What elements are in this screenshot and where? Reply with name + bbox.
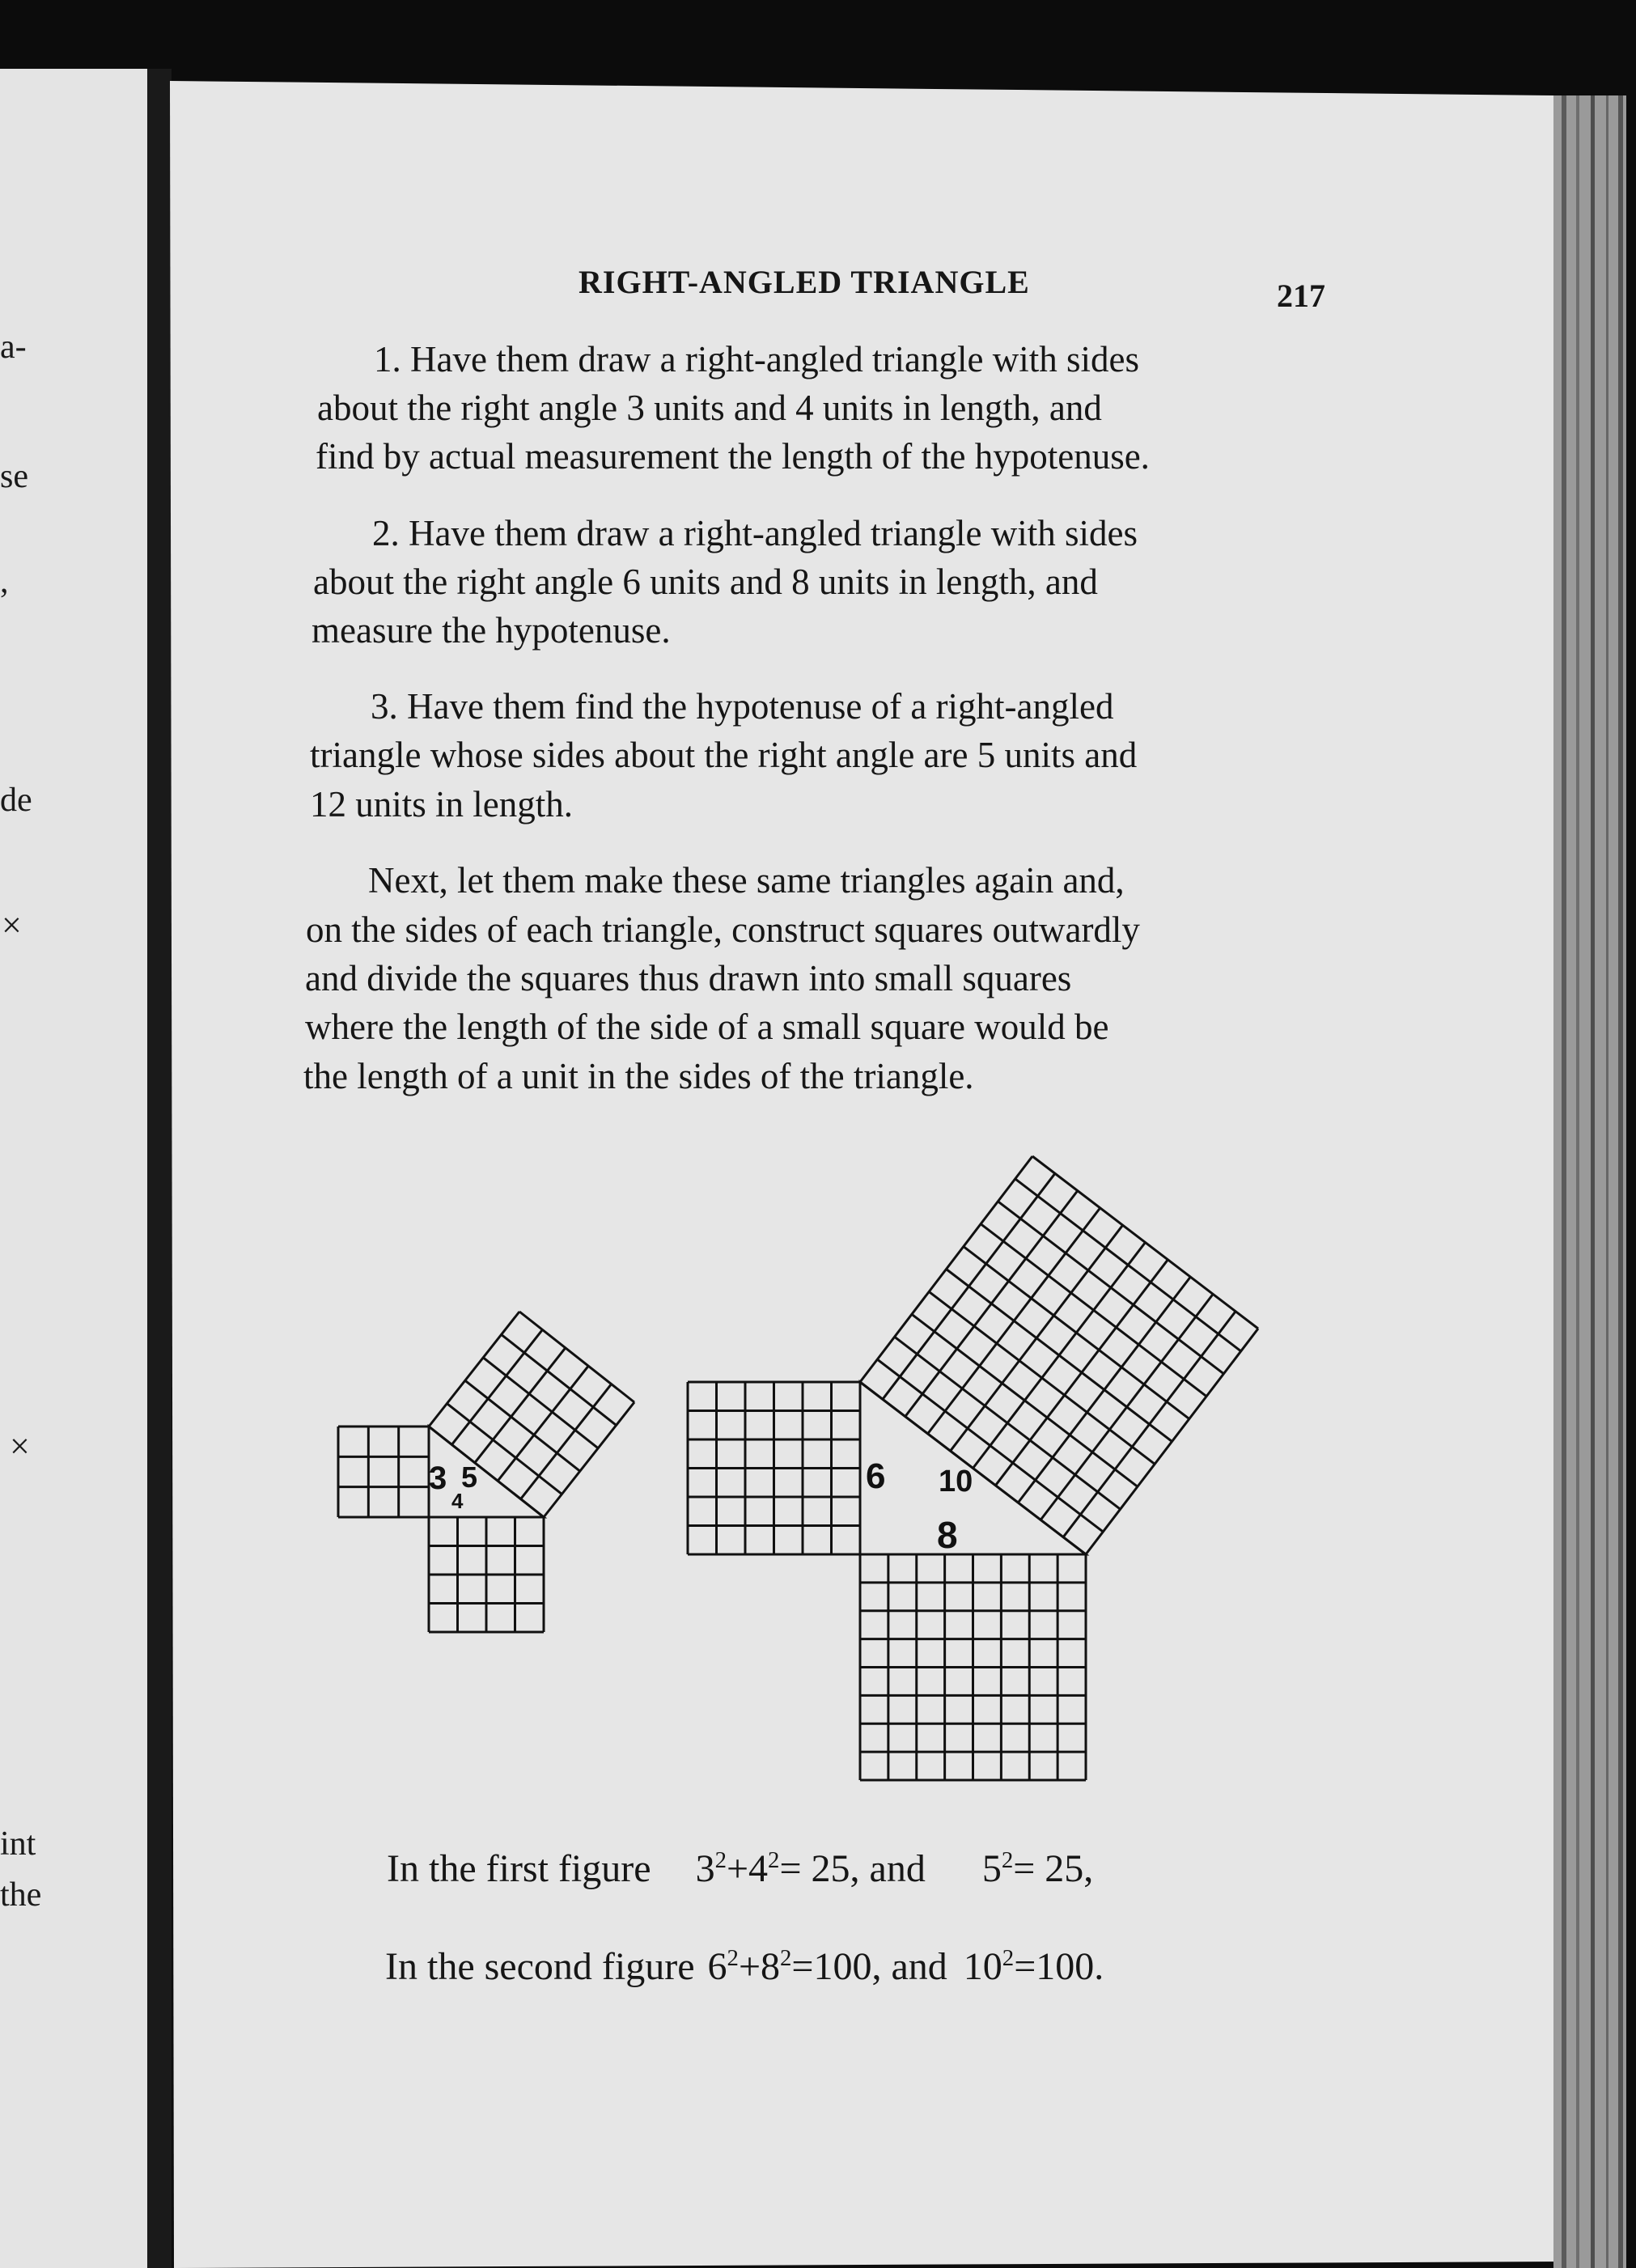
caption-second-exp: 2: [727, 1945, 739, 1971]
grid-line: [1032, 1156, 1258, 1329]
left-page-fragment: a-: [0, 329, 27, 366]
caption-second-term: 10: [963, 1945, 1002, 1988]
grid-line: [981, 1224, 1206, 1397]
caption-second-term: +8: [738, 1945, 781, 1988]
grid-line: [521, 1384, 612, 1499]
grid-line: [1041, 1294, 1213, 1520]
caption-first-exp: 2: [714, 1847, 727, 1873]
figure-2-6-8-10: [688, 1156, 1258, 1780]
paragraph-2-line: 2. Have them draw a right-angled triangle with sides: [372, 513, 1138, 553]
paragraph-4-line: where the length of the side of a small square would be: [305, 1007, 1109, 1047]
caption-second-term: =100.: [1014, 1945, 1104, 1988]
paragraph-4-line: Next, let them make these same triangles again and,: [368, 860, 1125, 901]
square-6x6: [688, 1382, 860, 1554]
grid-line: [475, 1348, 566, 1463]
paragraph-1-line: about the right angle 3 units and 4 units in length, and: [317, 388, 1102, 428]
caption-first-term: 5: [981, 1847, 1002, 1890]
caption-second-exp: 2: [780, 1945, 792, 1971]
grid-line: [947, 1270, 1172, 1442]
paragraph-3-line: triangle whose sides about the right angle are 5 units and: [310, 735, 1138, 775]
figure-1-label-b: 4: [451, 1489, 464, 1513]
caption-second-term: =100, and: [791, 1945, 947, 1988]
caption-first-term: = 25,: [1013, 1847, 1094, 1890]
paragraph-4-line: and divide the squares thus drawn into small squares: [305, 958, 1072, 998]
paragraph-2-line: measure the hypotenuse.: [312, 610, 671, 651]
paragraph-3-line: 3. Have them find the hypotenuse of a right-angled: [371, 686, 1114, 727]
grid-line: [1015, 1179, 1241, 1351]
left-page-fragment: ,: [0, 563, 9, 600]
figure-2-label-b: 8: [937, 1514, 958, 1556]
left-page-fragment: int: [0, 1825, 36, 1863]
caption-first-exp: 2: [768, 1847, 780, 1873]
grid-line: [1086, 1329, 1258, 1554]
grid-line: [1018, 1277, 1190, 1503]
paragraph-1-line: 1. Have them draw a right-angled triangle with sides: [374, 339, 1139, 379]
paragraph-4-line: the length of a unit in the sides of the triangle.: [303, 1056, 974, 1096]
paragraph-2-line: about the right angle 6 units and 8 units in length, and: [313, 562, 1098, 602]
grid-line: [451, 1329, 542, 1444]
caption-first-lead: In the first figure: [387, 1847, 651, 1890]
figure-1-label-a: 3: [429, 1460, 447, 1496]
left-page-fragment: the: [0, 1876, 42, 1914]
caption-first-exp: 2: [1001, 1847, 1014, 1873]
caption-first-term: = 25, and: [779, 1847, 926, 1890]
paragraph-3-line: 12 units in length.: [310, 784, 573, 825]
figure-2-label-a: 6: [866, 1456, 886, 1496]
figure-1-3-4-5: [338, 1312, 634, 1632]
grid-line: [483, 1358, 598, 1448]
running-header-title: RIGHT-ANGLED TRIANGLE: [579, 264, 1030, 300]
caption-first-term: 3: [695, 1847, 715, 1890]
caption-first-term: +4: [726, 1847, 769, 1890]
left-page-fragment: se: [0, 458, 28, 495]
grid-line: [544, 1402, 634, 1517]
paragraph-1-line: find by actual measurement the length of the hypotenuse.: [316, 436, 1150, 477]
grid-line: [998, 1202, 1223, 1374]
caption-second-term: 6: [707, 1945, 727, 1988]
left-page-fragment: de: [0, 782, 32, 819]
grid-line: [498, 1366, 588, 1481]
grid-line: [1063, 1312, 1235, 1537]
figure-2-label-c: 10: [939, 1465, 973, 1499]
figure-1-label-c: 5: [461, 1460, 478, 1494]
paragraph-4-line: on the sides of each triangle, construct squares outwardly: [306, 909, 1140, 950]
square-10x10: [860, 1156, 1258, 1554]
grid-line: [465, 1380, 580, 1471]
grid-line: [995, 1260, 1168, 1486]
caption-second-figure: [385, 1944, 1104, 1989]
grid-line: [502, 1334, 617, 1425]
square-4x4: [429, 1517, 544, 1632]
square-5x5: [429, 1312, 634, 1517]
left-page-x-mark: ×: [10, 1427, 30, 1466]
left-page-x-mark: ×: [2, 905, 22, 945]
caption-second-lead: In the second figure: [385, 1945, 695, 1988]
square-8x8: [860, 1554, 1086, 1780]
grid-line: [519, 1312, 634, 1402]
page-number: 217: [1277, 278, 1325, 314]
caption-second-exp: 2: [1002, 1945, 1015, 1971]
grid-line: [964, 1247, 1189, 1419]
grid-line: [429, 1312, 519, 1427]
square-3x3: [338, 1427, 429, 1517]
caption-first-figure: [387, 1846, 1093, 1891]
